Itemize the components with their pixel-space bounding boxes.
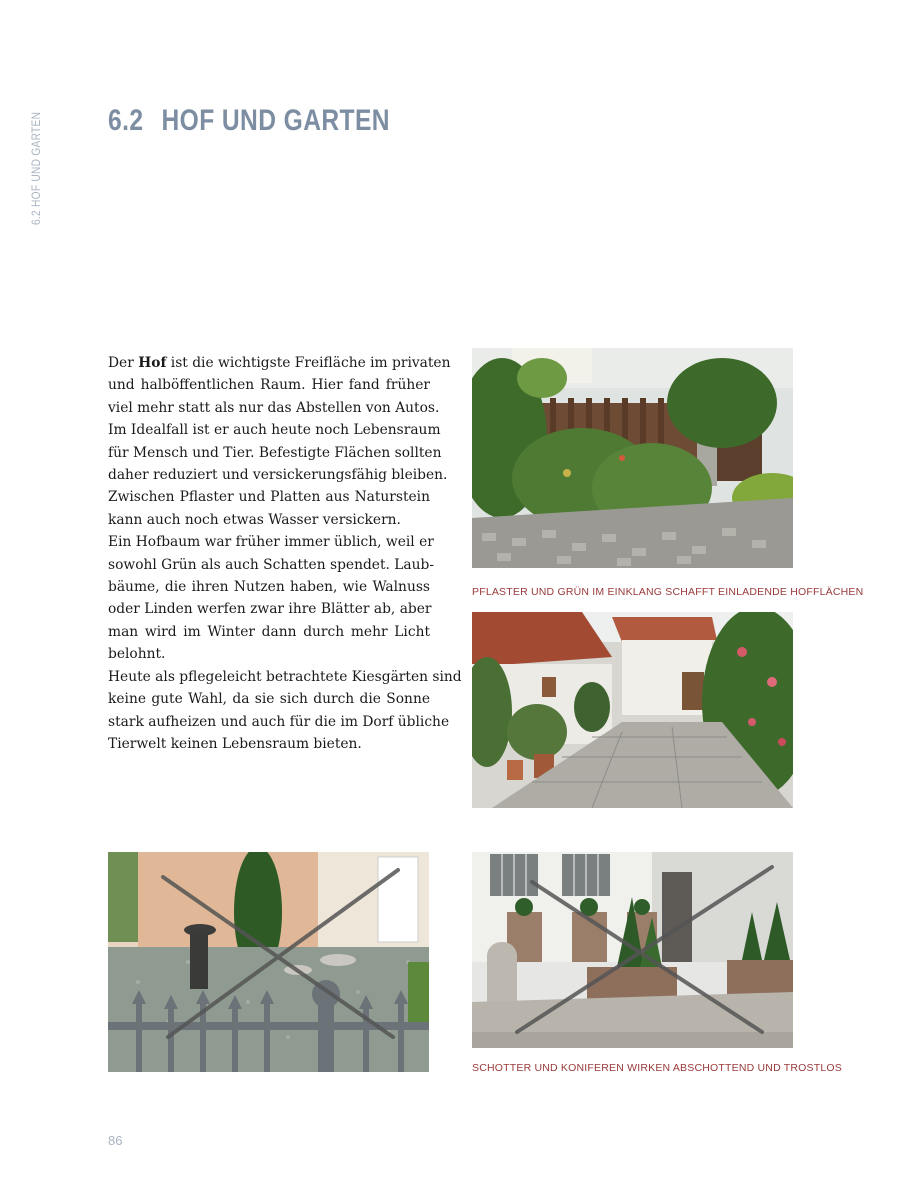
body-line: für Mensch und Tier. Befestigte Flächen sollten [108,444,442,461]
body-line: Tierwelt keinen Lebensraum bieten. [108,735,362,752]
running-header-vertical: 6.2 HOF UND GARTEN [29,111,43,225]
photo-paved-courtyard [472,612,793,808]
body-line: stark aufheizen und auch für die im Dorf übliche [108,713,450,730]
body-line: und halböffentlichen Raum. Hier fand früher [108,377,430,394]
photo-gravel-garden-crossed [108,852,429,1072]
body-line: Ein Hofbaum war früher immer üblich, weil er [108,534,434,551]
body-line: Der Hof ist die wichtigste Freifläche im privaten [108,355,451,371]
section-title: HOF UND GARTEN [161,104,390,137]
caption-bad-example: SCHOTTER UND KONIFEREN WIRKEN ABSCHOTTEND UND TROSTLOS [472,1062,842,1074]
body-line: oder Linden werfen zwar ihre Blätter ab, aber [108,601,432,618]
bold-term: Hof [138,355,167,371]
photo-garden-cobblestones [472,348,793,568]
photo-gabions-crossed [472,852,793,1048]
body-line: daher reduziert und versickerungsfähig bleiben. [108,467,448,484]
section-heading [108,104,390,138]
body-text [108,352,462,755]
section-number: 6.2 [108,104,144,137]
body-line: Heute als pflegeleicht betrachtete Kiesgärten sind [108,668,462,685]
body-line: sowohl Grün als auch Schatten spendet. Laub- [108,556,435,573]
body-line: kann auch noch etwas Wasser versickern. [108,511,401,528]
body-line: Zwischen Pflaster und Platten aus Naturstein [108,489,430,506]
caption-good-example: PFLASTER UND GRÜN IM EINKLANG SCHAFFT EINLADENDE HOFFLÄCHEN [472,586,864,598]
body-line: keine gute Wahl, da sie sich durch die Sonne [108,691,430,708]
page-number: 86 [108,1133,123,1148]
body-line: bäume, die ihren Nutzen haben, wie Walnuss [108,579,430,596]
body-line: belohnt. [108,646,166,663]
body-line: Im Idealfall ist er auch heute noch Lebensraum [108,422,441,439]
body-line: viel mehr statt als nur das Abstellen von Autos. [108,399,440,416]
body-line: man wird im Winter dann durch mehr Licht [108,623,430,640]
